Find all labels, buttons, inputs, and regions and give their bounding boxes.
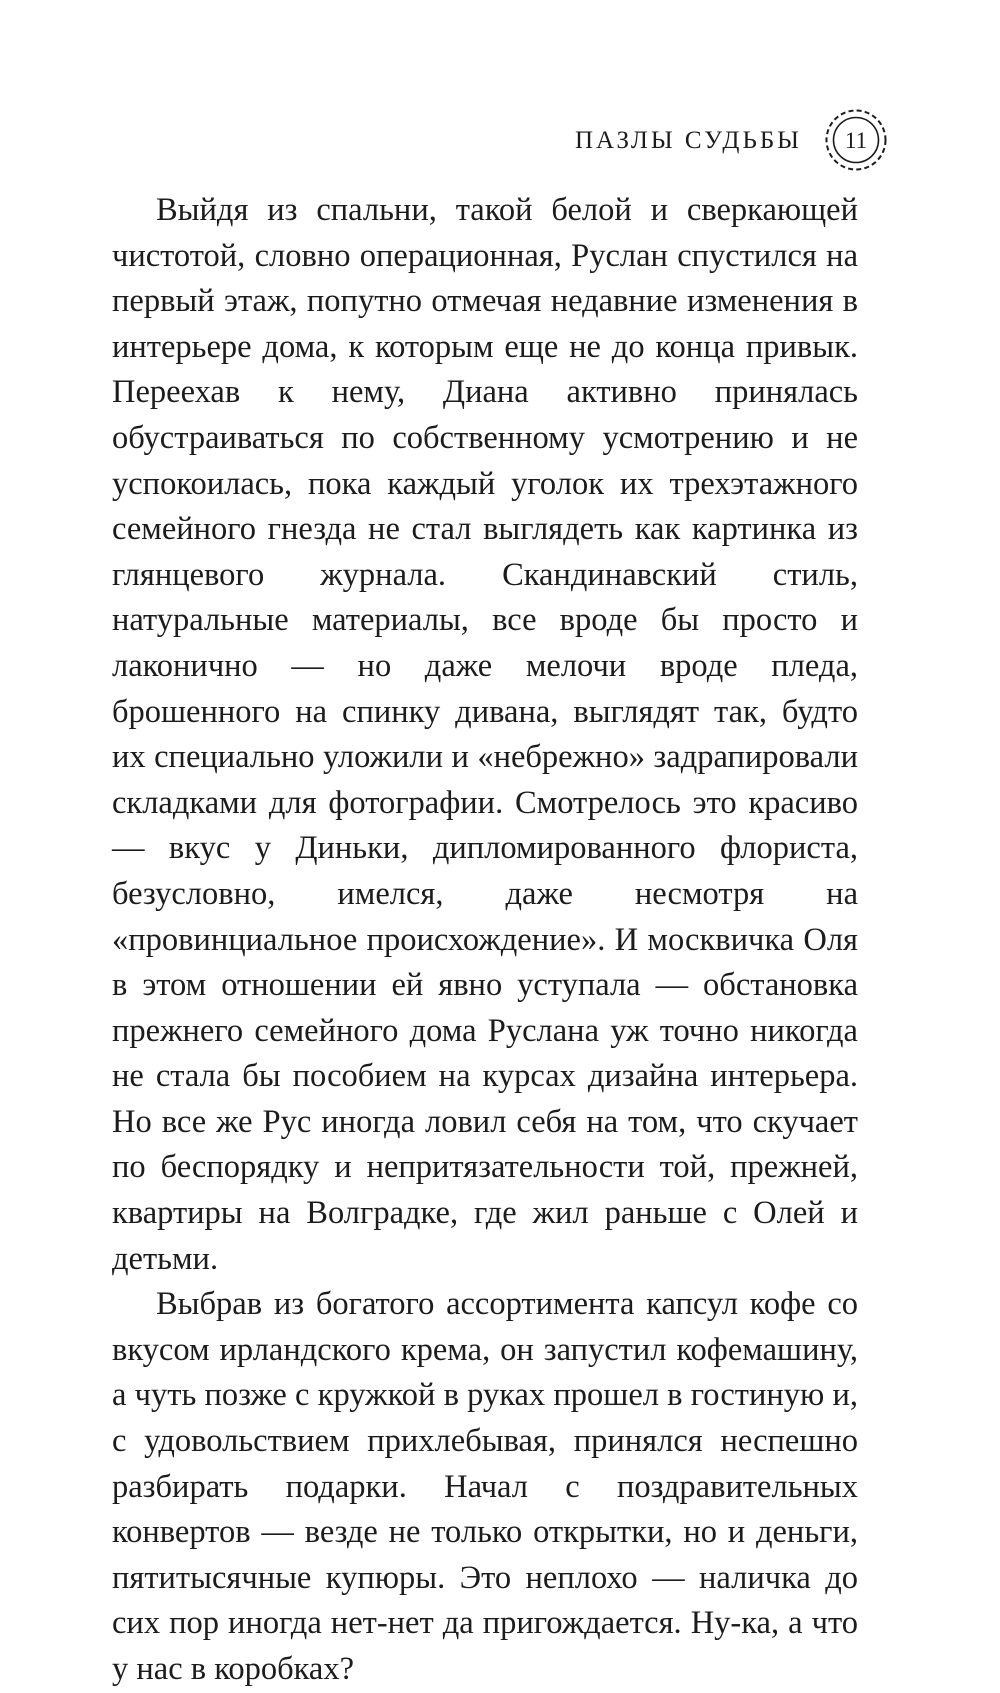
page-number-badge — [824, 108, 888, 172]
paragraph-1: Выйдя из спальни, такой белой и сверкающей чистотой, словно операционная, Руслан спустился на первый этаж, попутно отмечая недавние изменения в интерьере дома, к которым еще не до конца привык. Переехав к нему, Диана активно принялась обустраиваться по собственному усмотрению и не успокоилась, пока каждый уголок их трехэтажного семейного гнезда не стал выглядеть как картинка из глянцевого журнала. Скандинавский стиль, натуральные материалы, все вроде бы просто и лаконично — но даже мелочи вроде пледа, брошенного на спинку дивана, выглядят так, будто их специально уложили и «небрежно» задрапировали складками для фотографии. Смотрелось это красиво — вкус у Диньки, дипломированного флориста, безусловно, имелся, даже несмотря на «провинциальное происхождение». И москвичка Оля в этом отношении ей явно уступала — обстановка прежнего семейного дома Руслана уж точно никогда не стала бы пособием на курсах дизайна интерьера. Но все же Рус иногда ловил себя на том, что скучает по беспорядку и непритязательности той, прежней, квартиры на Волградке, где жил раньше с Олей и детьми. — [112, 192, 858, 1277]
paragraph-2: Выбрав из богатого ассортимента капсул кофе со вкусом ирландского крема, он запустил кофемашину, а чуть позже с кружкой в руках прошел в гостиную и, с удовольствием прихлебывая, принялся неспешно разбирать подарки. Начал с поздравительных конвертов — везде не только открытки, но и деньги, пятитысячные купюры. Это неплохо — наличка до сих пор иногда нет-нет да пригождается. Ну-ка, а что у нас в коробках? — [112, 1286, 858, 1687]
running-title: ПАЗЛЫ СУДЬБЫ — [574, 126, 802, 154]
page-number: 11 — [844, 127, 868, 153]
body-text — [112, 188, 858, 1693]
running-head — [575, 108, 888, 172]
